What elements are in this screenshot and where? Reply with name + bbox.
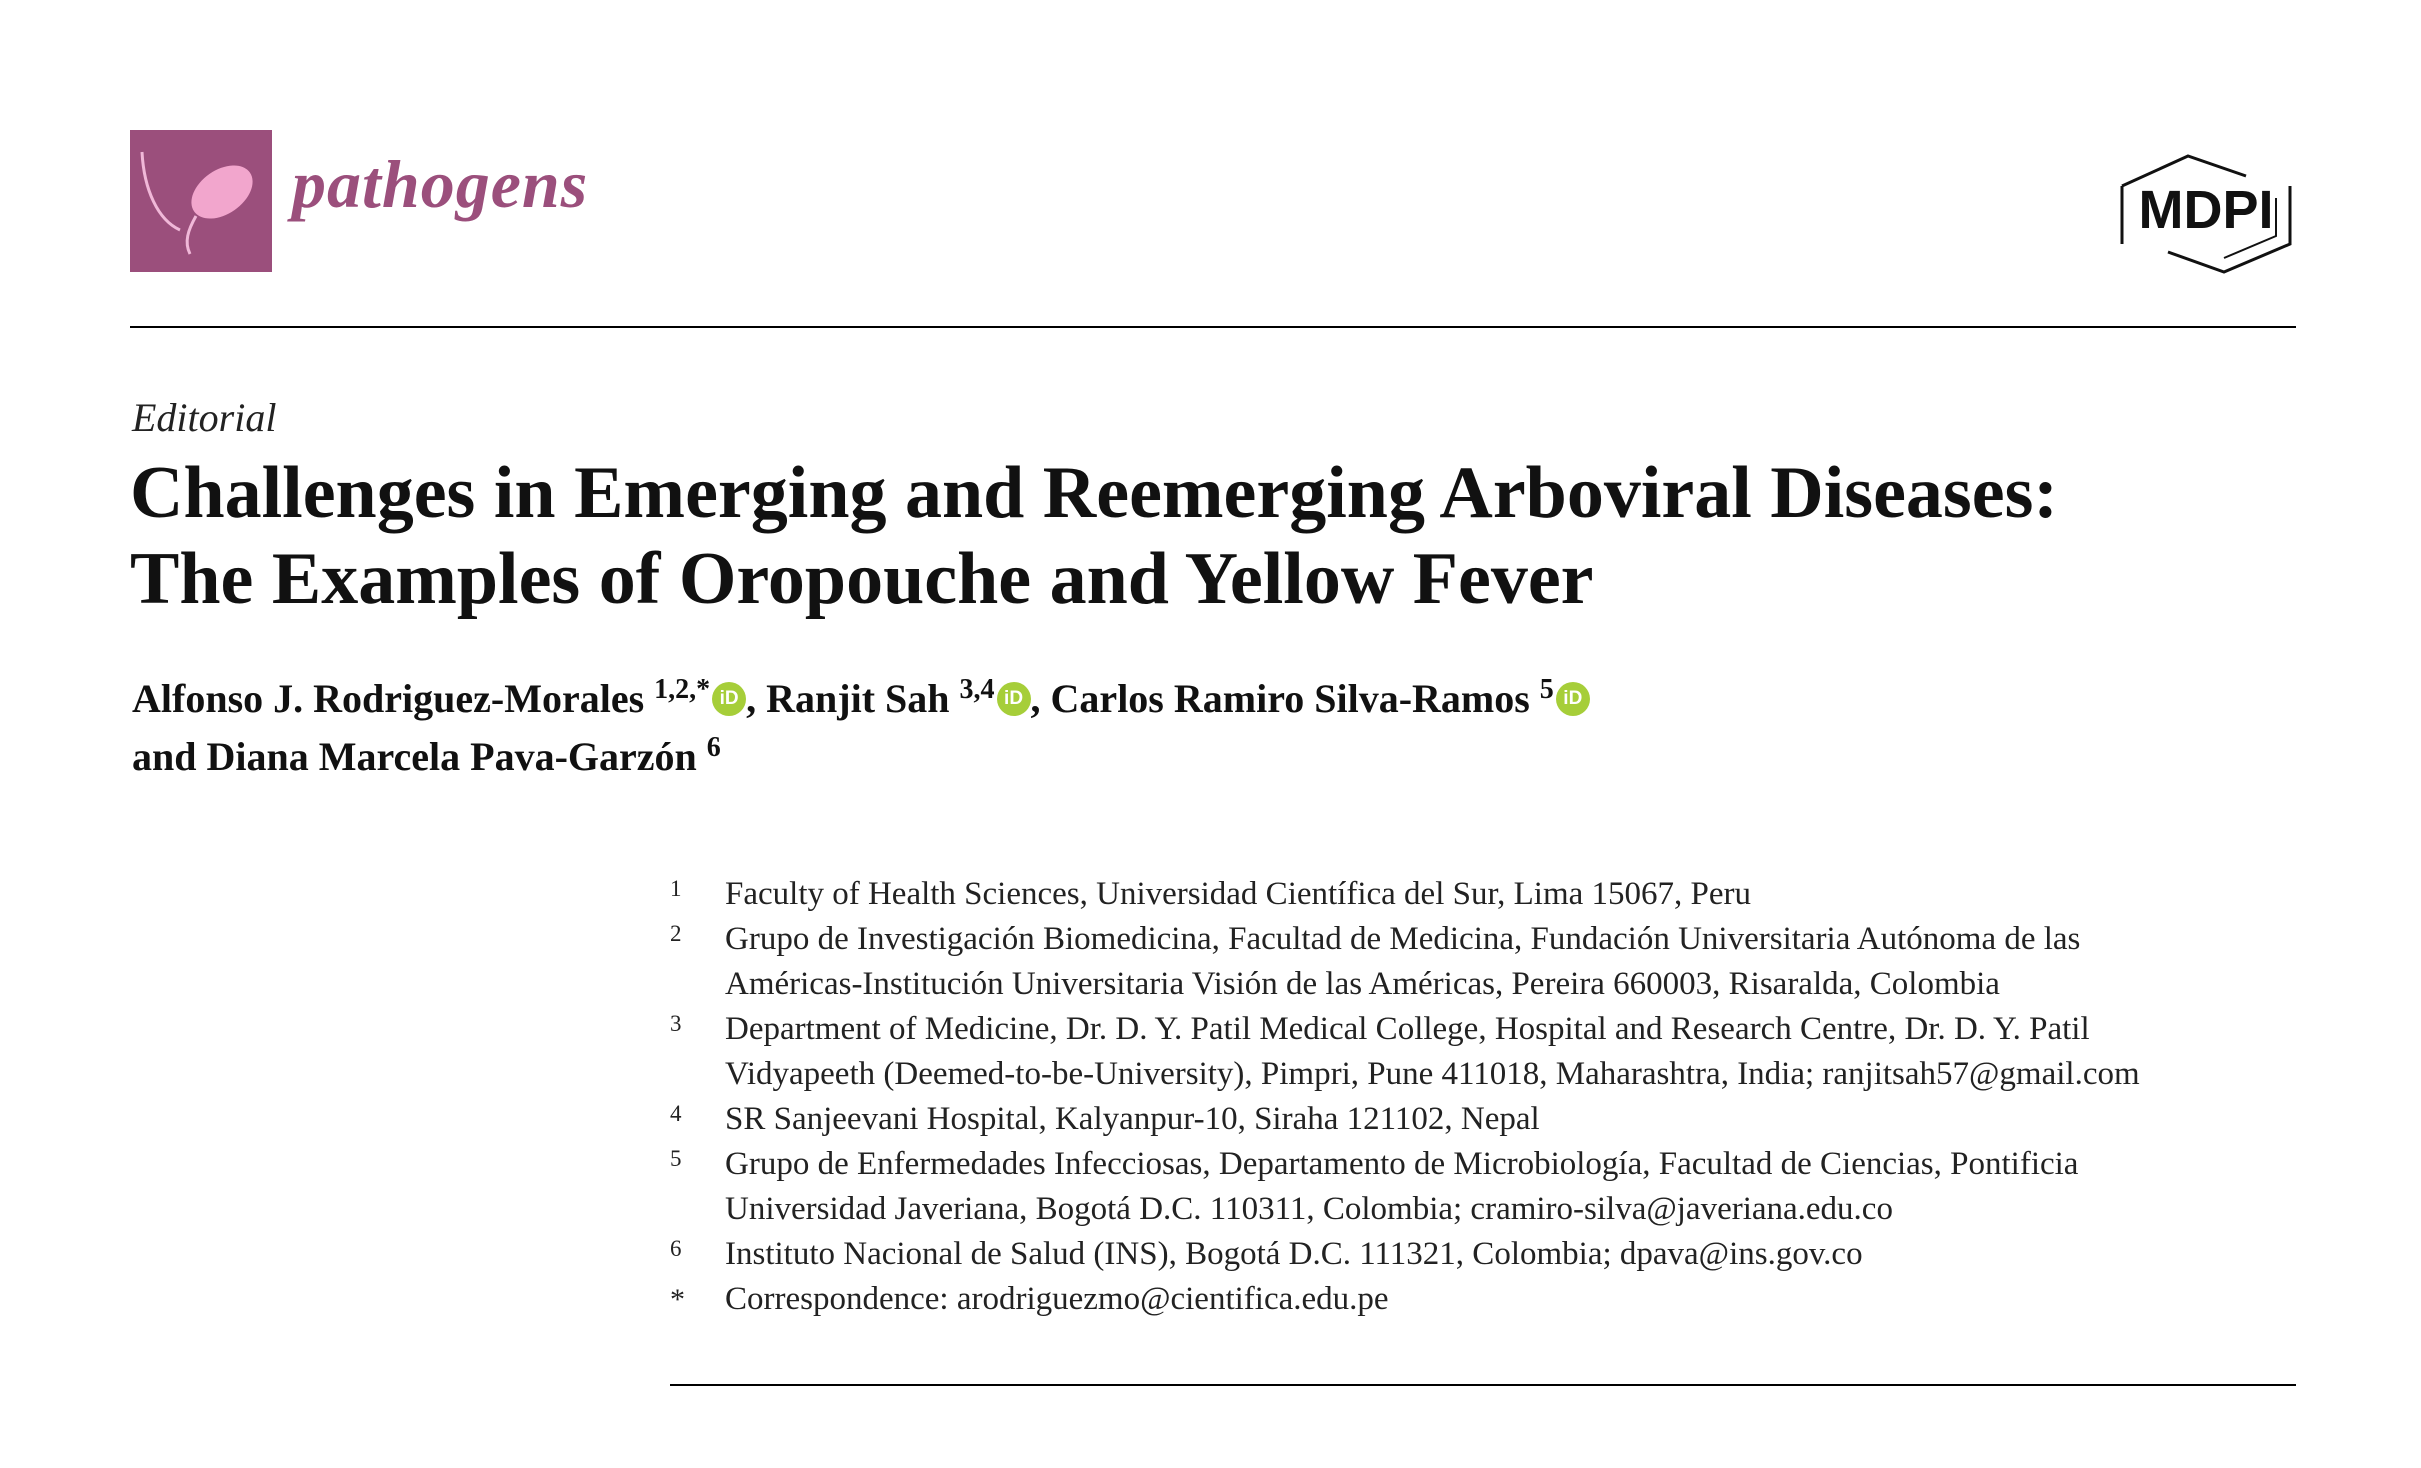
affiliation-text: Department of Medicine, Dr. D. Y. Patil Medical College, Hospital and Research Centre, Dr. D. Y. Patil (725, 1011, 2090, 1047)
affiliation-item (670, 1232, 2310, 1277)
article-type: Editorial (132, 395, 277, 440)
author-name[interactable]: Diana Marcela Pava-Garzón (206, 734, 697, 779)
author-affiliation-ref: 6 (706, 732, 721, 763)
affiliation-item (670, 1097, 2310, 1142)
affiliation-text: Instituto Nacional de Salud (INS), Bogotá D.C. 111321, Colombia; dpava@ins.gov.co (725, 1236, 1863, 1272)
affiliations-divider (670, 1384, 2296, 1386)
affiliation-text: Universidad Javeriana, Bogotá D.C. 110311, Colombia; cramiro-silva@javeriana.edu.co (725, 1191, 1893, 1227)
affiliation-number: 5 (670, 1146, 682, 1171)
author-conjunction: and (132, 734, 197, 779)
journal-name: pathogens (292, 146, 589, 222)
affiliation-item (670, 872, 2310, 917)
title-line-1: Challenges in Emerging and Reemerging Arboviral Diseases: (130, 452, 2059, 534)
affiliation-text: Faculty of Health Sciences, Universidad Científica del Sur, Lima 15067, Peru (725, 876, 1752, 912)
author-affiliation-ref: 1,2,* (654, 674, 711, 705)
author-affiliation-ref: 5 (1539, 674, 1554, 705)
affiliation-number: 3 (670, 1011, 682, 1036)
affiliations-list (670, 872, 2310, 1322)
title-line-2: The Examples of Oropouche and Yellow Fever (130, 538, 1594, 620)
journal-logo-icon (130, 130, 272, 272)
publisher-logo-icon (2116, 152, 2296, 276)
orcid-icon[interactable]: iD (997, 682, 1031, 716)
affiliation-text: Américas-Institución Universitaria Visión de las Américas, Pereira 660003, Risaralda, Colombia (725, 966, 2000, 1002)
orcid-icon[interactable]: iD (1556, 682, 1590, 716)
author-name[interactable]: Ranjit Sah (766, 676, 950, 721)
affiliation-item (670, 1007, 2310, 1097)
orcid-icon[interactable]: iD (712, 682, 746, 716)
affiliation-number: 4 (670, 1101, 682, 1126)
affiliation-text: SR Sanjeevani Hospital, Kalyanpur-10, Siraha 121102, Nepal (725, 1101, 1540, 1137)
author-affiliation-ref: 3,4 (959, 674, 995, 705)
affiliation-number: 1 (670, 876, 682, 901)
affiliation-text: Vidyapeeth (Deemed-to-be-University), Pimpri, Pune 411018, Maharashtra, India; ranjitsah57@gmail.com (725, 1056, 2140, 1092)
correspondence-marker: * (670, 1283, 685, 1316)
author-list (132, 670, 2292, 786)
correspondence-text: Correspondence: arodriguezmo@cientifica.edu.pe (725, 1281, 1389, 1317)
affiliation-item (670, 1142, 2310, 1232)
affiliation-text: Grupo de Enfermedades Infecciosas, Departamento de Microbiología, Facultad de Ciencias, Pontificia (725, 1146, 2079, 1182)
author-separator: , (1030, 676, 1041, 721)
affiliation-number: 2 (670, 921, 682, 946)
author-separator: , (746, 676, 757, 721)
publisher-name: MDPI (2138, 180, 2274, 240)
affiliation-text: Grupo de Investigación Biomedicina, Facultad de Medicina, Fundación Universitaria Autónoma de las (725, 921, 2081, 957)
article-title (130, 450, 2330, 622)
author-name[interactable]: Alfonso J. Rodriguez-Morales (132, 676, 645, 721)
correspondence (670, 1277, 2310, 1322)
author-name[interactable]: Carlos Ramiro Silva-Ramos (1050, 676, 1530, 721)
affiliation-item (670, 917, 2310, 1007)
header-divider (130, 326, 2296, 328)
affiliation-number: 6 (670, 1236, 682, 1261)
